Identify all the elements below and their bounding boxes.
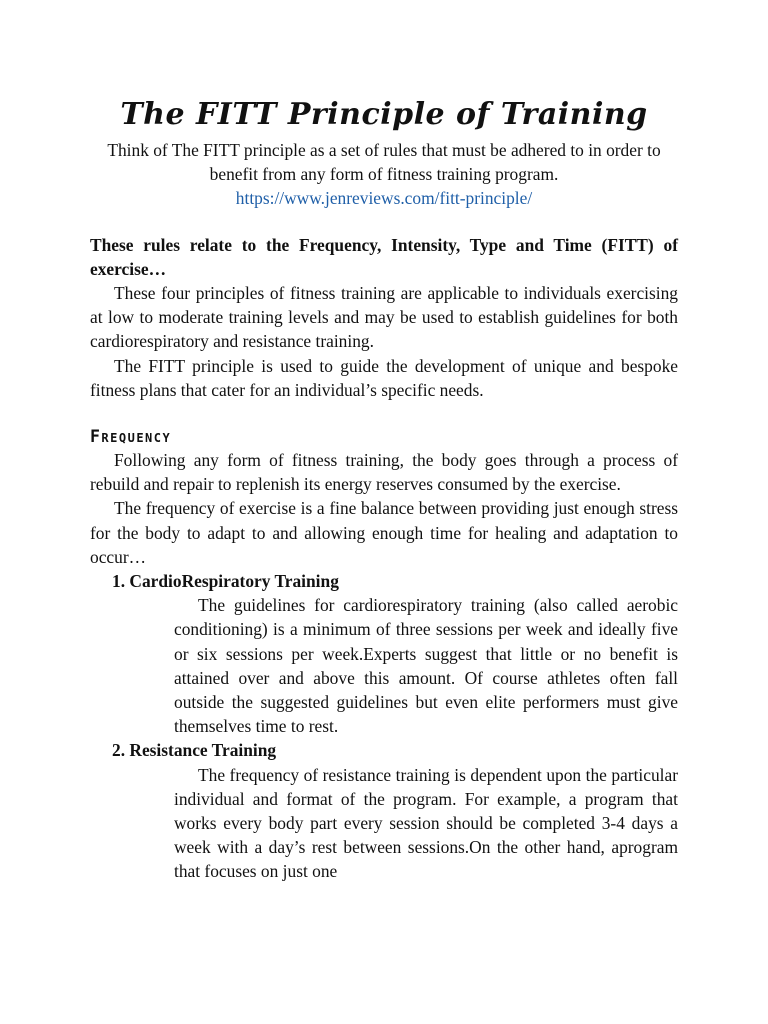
rules-heading: These rules relate to the Frequency, Intensity, Type and Time (FITT) of exercise… xyxy=(90,234,678,279)
document-page xyxy=(90,92,678,884)
resistance-heading: 2. Resistance Training xyxy=(112,740,277,761)
rules-paragraph-1: These four principles of fitness training are applicable to individuals exercising at low to moderate training levels and may be used to establish guidelines for both cardiorespiratory and resistance training. xyxy=(90,283,678,352)
intro-text: Think of The FITT principle as a set of rules that must be adhered to in order to benefit from any form of fitness training program. xyxy=(107,140,661,185)
page-title: The FITT Principle of Training xyxy=(120,97,648,132)
frequency-paragraph-1: Following any form of fitness training, the body goes through a process of rebuild and repair to replenish its energy reserves consumed by the exercise. xyxy=(90,450,678,495)
frequency-heading: Frequency xyxy=(90,427,172,447)
cardio-heading: 1. CardioRespiratory Training xyxy=(112,571,339,592)
source-link[interactable]: https://www.jenreviews.com/fitt-principle/ xyxy=(235,188,533,209)
resistance-text: The frequency of resistance training is dependent upon the particular individual and format of the program. For example, a program that works every body part every session should be completed 3-4 days a week with a day’s rest between sessions.On the other hand, aprogram that focuses on just one xyxy=(174,764,678,882)
rules-paragraph-2: The FITT principle is used to guide the development of unique and bespoke fitness plans that cater for an individual’s specific needs. xyxy=(90,355,678,400)
cardio-text: The guidelines for cardiorespiratory training (also called aerobic conditioning) is a minimum of three sessions per week and ideally five or six sessions per week.Experts suggest that little or no benefit is attained over and above this amount. Of course athletes often fall outside the suggested guidelines but even elite performers must give themselves time to rest. xyxy=(174,595,678,737)
frequency-paragraph-2: The frequency of exercise is a fine balance between providing just enough stress for the body to adapt to and allowing enough time for healing and adaptation to occur… xyxy=(90,498,678,567)
